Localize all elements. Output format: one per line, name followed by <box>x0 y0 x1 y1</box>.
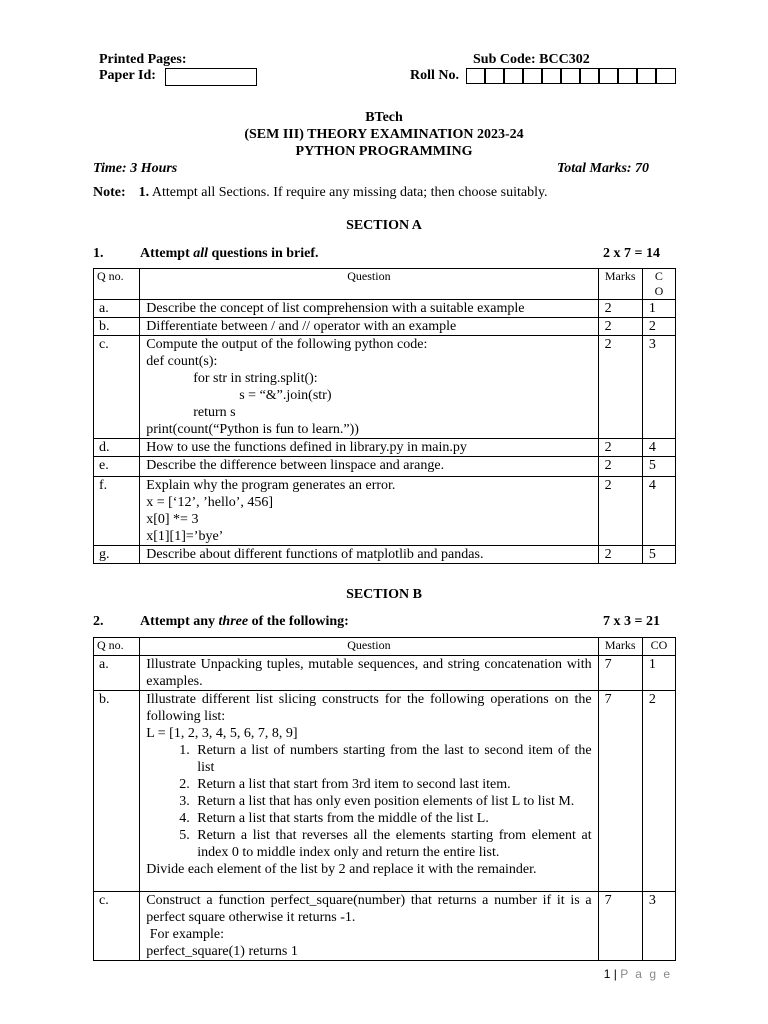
marks-cell: 7 <box>598 656 642 691</box>
qno-cell: f. <box>94 477 140 546</box>
co-cell: 3 <box>642 336 675 439</box>
co-cell: 4 <box>642 439 675 457</box>
sub-code-label: Sub Code: BCC302 <box>473 52 590 67</box>
marks-cell: 2 <box>598 300 642 318</box>
table-header-row <box>94 269 676 300</box>
table-row <box>94 300 676 318</box>
section-b-title: SECTION B <box>346 587 422 602</box>
list-item: 2. Return a list that start from 3rd item to second last item. <box>193 776 591 793</box>
question-header: Question <box>140 269 598 300</box>
roll-no-cell <box>504 68 523 84</box>
co-cell: 1 <box>642 656 675 691</box>
table-row <box>94 691 676 892</box>
co-cell: 5 <box>642 546 675 564</box>
roll-no-cell <box>618 68 637 84</box>
marks-header: Marks <box>598 269 642 300</box>
co-cell: 3 <box>642 892 675 961</box>
section-b-instruction <box>140 614 349 630</box>
qno-cell: b. <box>94 691 140 892</box>
exam-title: (SEM III) THEORY EXAMINATION 2023-24 <box>244 127 524 142</box>
co-cell: 2 <box>642 318 675 336</box>
qno-header: Q no. <box>94 638 140 656</box>
roll-no-cell <box>561 68 580 84</box>
section-a-table <box>93 268 676 564</box>
marks-cell: 2 <box>598 439 642 457</box>
code-line: for str in string.split(): <box>193 371 318 386</box>
operations-list <box>146 742 591 861</box>
table-row <box>94 892 676 961</box>
question-header: Question <box>140 638 598 656</box>
instruction-part: Attempt <box>140 246 194 261</box>
page-number: 1 <box>603 967 611 981</box>
page-separator: | <box>613 967 617 981</box>
question-cell: Differentiate between / and // operator with an example <box>140 318 598 336</box>
question-cell: Describe the difference between linspace and arange. <box>140 457 598 477</box>
example-line: perfect_square(1) returns 1 <box>146 944 298 959</box>
total-marks-label: Total Marks: 70 <box>557 161 650 176</box>
qno-cell: b. <box>94 318 140 336</box>
roll-no-cell <box>599 68 618 84</box>
qno-cell: a. <box>94 656 140 691</box>
qno-cell: g. <box>94 546 140 564</box>
instruction-part: questions in brief. <box>208 246 319 261</box>
table-row <box>94 318 676 336</box>
instruction-part: Attempt any <box>140 614 219 629</box>
roll-no-label: Roll No. <box>410 68 459 83</box>
code-line: s = “&”.join(str) <box>239 388 332 403</box>
time-label: Time: 3 Hours <box>93 161 178 176</box>
subject-title: PYTHON PROGRAMMING <box>295 144 473 159</box>
question-cell <box>140 892 598 961</box>
note-number: 1. <box>138 185 150 200</box>
instruction-emphasis: all <box>193 246 209 261</box>
co-header: CO <box>642 638 675 656</box>
printed-pages-label: Printed Pages: <box>99 52 187 67</box>
question-cell: How to use the functions defined in library.py in main.py <box>140 439 598 457</box>
marks-cell: 2 <box>598 457 642 477</box>
paper-id-label: Paper Id: <box>99 68 156 83</box>
code-line: return s <box>193 405 236 420</box>
section-a-title: SECTION A <box>346 218 422 233</box>
table-row <box>94 656 676 691</box>
section-a-instruction <box>140 246 319 262</box>
table-header-row <box>94 638 676 656</box>
code-line: print(count(“Python is fun to learn.”)) <box>146 422 359 437</box>
question-cell <box>140 336 598 439</box>
section-a-marks: 2 x 7 = 14 <box>603 246 660 261</box>
code-line: Explain why the program generates an error. <box>146 478 396 493</box>
page-word: P a g e <box>620 967 672 981</box>
question-cell: Describe about different functions of matplotlib and pandas. <box>140 546 598 564</box>
co-cell: 1 <box>642 300 675 318</box>
co-cell: 4 <box>642 477 675 546</box>
code-line: x[1][1]=’bye’ <box>146 529 224 544</box>
qno-cell: c. <box>94 336 140 439</box>
marks-cell: 2 <box>598 477 642 546</box>
qno-header: Q no. <box>94 269 140 300</box>
question-cell <box>140 477 598 546</box>
marks-header: Marks <box>598 638 642 656</box>
section-b-question-number: 2. <box>93 614 104 629</box>
roll-no-cell <box>523 68 542 84</box>
roll-no-cell <box>637 68 656 84</box>
list-item: 4. Return a list that starts from the middle of the list L. <box>193 810 591 827</box>
question-text: Construct a function perfect_square(number) that returns a number if it is a perfect square otherwise it returns -1. <box>146 893 592 925</box>
section-b-marks: 7 x 3 = 21 <box>603 614 660 629</box>
roll-no-cell <box>485 68 504 84</box>
question-cell <box>140 691 598 892</box>
qno-cell: c. <box>94 892 140 961</box>
marks-cell: 7 <box>598 691 642 892</box>
marks-cell: 2 <box>598 546 642 564</box>
section-a-question-number: 1. <box>93 246 104 261</box>
co-cell: 2 <box>642 691 675 892</box>
list-definition: L = [1, 2, 3, 4, 5, 6, 7, 8, 9] <box>146 726 298 741</box>
marks-cell: 7 <box>598 892 642 961</box>
qno-cell: e. <box>94 457 140 477</box>
question-outro: Divide each element of the list by 2 and replace it with the remainder. <box>146 862 537 877</box>
table-row <box>94 336 676 439</box>
question-cell: Describe the concept of list comprehension with a suitable example <box>140 300 598 318</box>
qno-cell: a. <box>94 300 140 318</box>
instruction-part: of the following: <box>248 614 349 629</box>
marks-cell: 2 <box>598 318 642 336</box>
program-title: BTech <box>365 110 403 125</box>
roll-no-cell <box>466 68 485 84</box>
table-row <box>94 477 676 546</box>
section-b-table <box>93 637 676 961</box>
co-header: C O <box>642 269 675 300</box>
example-label: For example: <box>146 927 224 942</box>
note-label: Note: <box>93 185 126 200</box>
paper-id-field <box>165 68 257 86</box>
page-footer <box>604 967 672 981</box>
list-item: 3. Return a list that has only even position elements of list L to list M. <box>193 793 591 810</box>
co-cell: 5 <box>642 457 675 477</box>
code-line: x[0] *= 3 <box>146 512 199 527</box>
table-row <box>94 457 676 477</box>
code-line: x = [‘12’, ’hello’, 456] <box>146 495 274 510</box>
roll-no-cell <box>542 68 561 84</box>
list-item: 1. Return a list of numbers starting from the last to second item of the list <box>193 742 591 776</box>
instruction-emphasis: three <box>218 614 249 629</box>
code-line: def count(s): <box>146 354 218 369</box>
note-text: Attempt all Sections. If require any missing data; then choose suitably. <box>151 185 548 200</box>
code-line: Compute the output of the following python code: <box>146 337 428 352</box>
question-intro: Illustrate different list slicing constructs for the following operations on the following list: <box>146 692 592 724</box>
table-row <box>94 439 676 457</box>
marks-cell: 2 <box>598 336 642 439</box>
table-row <box>94 546 676 564</box>
qno-cell: d. <box>94 439 140 457</box>
note <box>93 185 548 201</box>
list-item: 5. Return a list that reverses all the elements starting from element at index 0 to middle index only and return the entire list. <box>193 827 591 861</box>
question-cell: Illustrate Unpacking tuples, mutable sequences, and string concatenation with examples. <box>140 656 598 691</box>
roll-no-cell <box>580 68 599 84</box>
roll-no-cell <box>656 68 676 84</box>
